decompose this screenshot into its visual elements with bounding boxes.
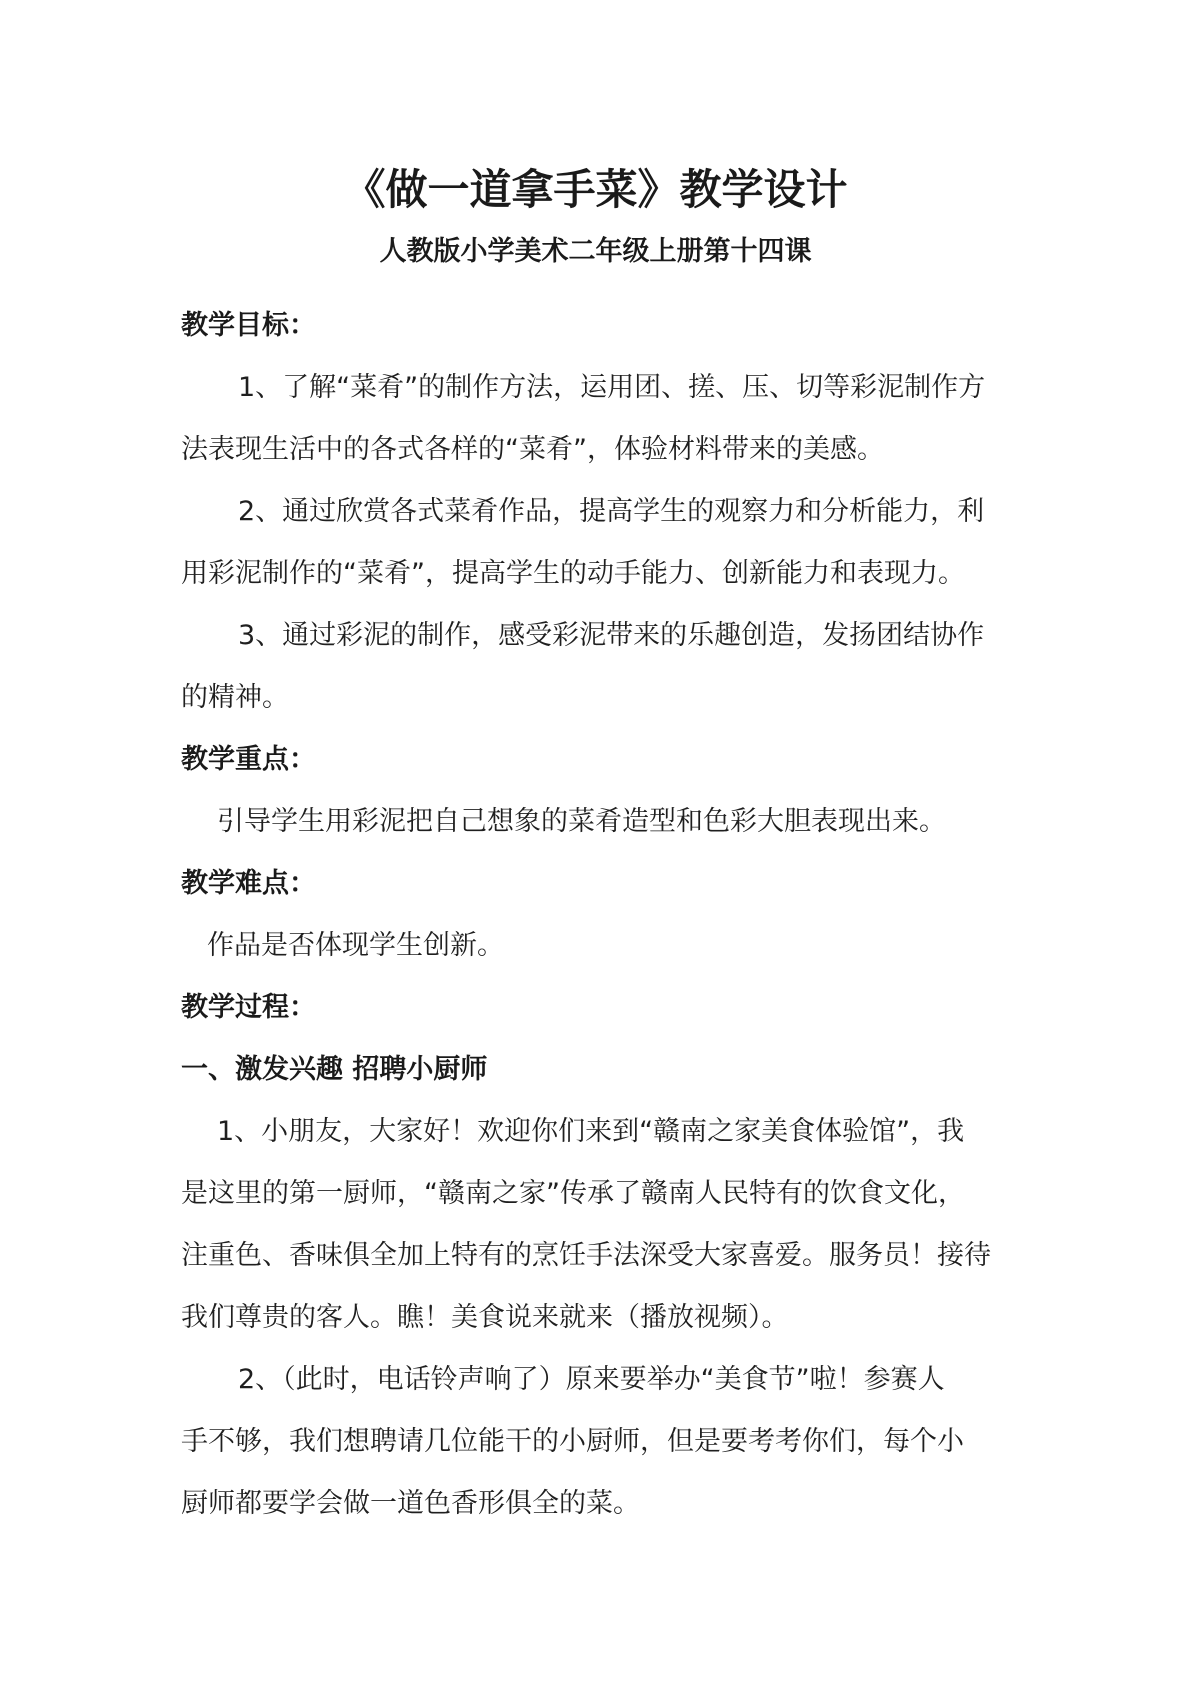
part-1-paragraph-1-line-4: 我们尊贵的客人。瞧！美食说来就来（播放视频）。 xyxy=(181,1302,789,1333)
document-title: 《做一道拿手菜》教学设计 xyxy=(343,165,848,214)
part-1-paragraph-1-line-2: 是这里的第一厨师，“赣南之家”传承了赣南人民特有的饮食文化， xyxy=(181,1178,965,1209)
part-1-paragraph-2-line-3: 厨师都要学会做一道色香形俱全的菜。 xyxy=(181,1488,640,1519)
section-heading-process: 教学过程： xyxy=(181,992,316,1023)
goal-2-line-2: 用彩泥制作的“菜肴”，提高学生的动手能力、创新能力和表现力。 xyxy=(181,558,965,589)
section-heading-goals: 教学目标： xyxy=(181,310,316,341)
part-1-paragraph-1-line-1: 1、小朋友，大家好！欢迎你们来到“赣南之家美食体验馆”，我 xyxy=(217,1116,965,1147)
goal-1-line-2: 法表现生活中的各式各样的“菜肴”，体验材料带来的美感。 xyxy=(181,434,884,465)
part-1-paragraph-2-line-1: 2、（此时，电话铃声响了）原来要举办“美食节”啦！参赛人 xyxy=(238,1364,945,1395)
section-heading-key-points: 教学重点： xyxy=(181,744,316,775)
part-1-paragraph-1-line-3: 注重色、香味俱全加上特有的烹饪手法深受大家喜爱。服务员！接待 xyxy=(181,1240,991,1271)
document-body xyxy=(181,295,1021,1535)
part-1-heading: 一、激发兴趣 招聘小厨师 xyxy=(181,1054,488,1085)
section-heading-difficulty: 教学难点： xyxy=(181,868,316,899)
goal-3-line-1: 3、通过彩泥的制作，感受彩泥带来的乐趣创造，发扬团结协作 xyxy=(238,620,985,651)
goal-3-line-2: 的精神。 xyxy=(181,682,289,713)
goal-2-line-1: 2、通过欣赏各式菜肴作品，提高学生的观察力和分析能力，利 xyxy=(238,496,985,527)
goal-1-line-1: 1、了解“菜肴”的制作方法，运用团、搓、压、切等彩泥制作方 xyxy=(238,372,986,403)
part-1-paragraph-2-line-2: 手不够，我们想聘请几位能干的小厨师，但是要考考你们，每个小 xyxy=(181,1426,964,1457)
difficulty-text: 作品是否体现学生创新。 xyxy=(207,930,504,961)
key-points-text: 引导学生用彩泥把自己想象的菜肴造型和色彩大胆表现出来。 xyxy=(217,806,946,837)
document-subtitle: 人教版小学美术二年级上册第十四课 xyxy=(379,236,812,267)
